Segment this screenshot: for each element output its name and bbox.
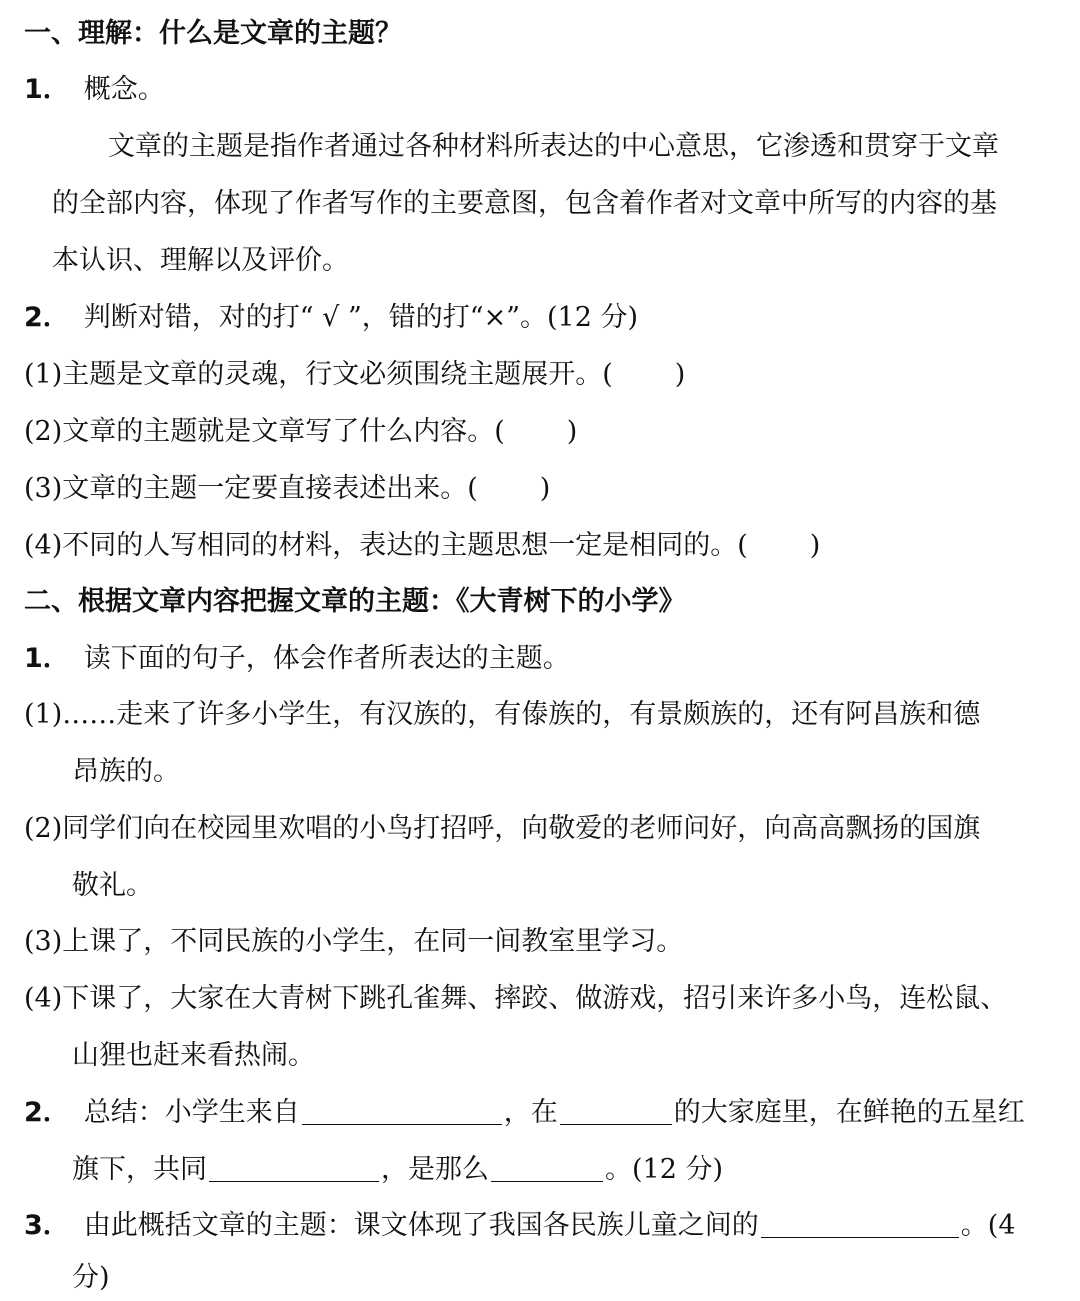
fill-blank-origin[interactable] (302, 1096, 502, 1125)
summary-text: ，在 (503, 1097, 558, 1128)
s2-item1-number: 1． (24, 643, 70, 674)
summary-text: 的大家庭里，在鲜艳的五星红 (673, 1097, 1025, 1128)
fill-blank-activity[interactable] (209, 1153, 379, 1182)
statement-text: (2)文章的主题就是文章写了什么内容。( (24, 416, 505, 447)
judgment-statement (24, 355, 1080, 395)
judgment-statement (24, 412, 1080, 452)
close-paren: ) (809, 530, 821, 561)
s2-item3-line2: 分) (72, 1262, 110, 1293)
s1-item2 (24, 298, 1080, 338)
close-paren: ) (539, 473, 551, 504)
judgment-statement (24, 526, 1080, 566)
fill-blank-feeling[interactable] (491, 1153, 603, 1182)
sentence-line: (3)上课了，不同民族的小学生，在同一间教室里学习。 (24, 926, 684, 957)
theme-text: 。(4 (960, 1210, 1016, 1241)
s2-item1-instruction: 读下面的句子，体会作者所表达的主题。 (83, 643, 570, 674)
s1-item2-instruction: 判断对错，对的打“ √ ”，错的打“×”。(12 分) (83, 302, 639, 333)
s2-item3-line1 (24, 1206, 1080, 1246)
fill-blank-family[interactable] (560, 1096, 672, 1125)
sentence-continuation: 山狸也赶来看热闹。 (72, 1040, 315, 1071)
summary-text: 旗下，共同 (72, 1154, 207, 1185)
s1-paragraph-line: 本认识、理解以及评价。 (52, 245, 349, 276)
s2-item2-line2 (72, 1150, 1080, 1190)
close-paren: ) (674, 359, 686, 390)
statement-text: (1)主题是文章的灵魂，行文必须围绕主题展开。( (24, 359, 613, 390)
s1-item2-number: 2． (24, 302, 70, 333)
sentence-line: (1)……走来了许多小学生，有汉族的，有傣族的，有景颇族的，还有阿昌族和德 (24, 699, 981, 730)
summary-text: 总结：小学生来自 (83, 1097, 300, 1128)
s1-paragraph-line: 的全部内容，体现了作者写作的主要意图，包含着作者对文章中所写的内容的基 (52, 188, 997, 219)
s2-item1 (24, 639, 1080, 679)
s1-item1-label: 概念。 (83, 74, 165, 105)
statement-text: (3)文章的主题一定要直接表述出来。( (24, 473, 478, 504)
close-paren: ) (566, 416, 578, 447)
s2-item2-number: 2． (24, 1097, 70, 1128)
s1-item1 (24, 70, 1080, 110)
sentence-continuation: 昂族的。 (72, 756, 180, 787)
fill-blank-theme[interactable] (761, 1209, 959, 1238)
s2-item3-number: 3． (24, 1210, 70, 1241)
sentence-line: (2)同学们向在校园里欢唱的小鸟打招呼，向敬爱的老师问好，向高高飘扬的国旗 (24, 813, 981, 844)
statement-text: (4)不同的人写相同的材料，表达的主题思想一定是相同的。( (24, 530, 748, 561)
s1-paragraph-line: 文章的主题是指作者通过各种材料所表达的中心意思，它渗透和贯穿于文章 (108, 131, 999, 162)
theme-text: 由此概括文章的主题：课文体现了我国各民族儿童之间的 (83, 1210, 759, 1241)
sentence-line: (4)下课了，大家在大青树下跳孔雀舞、摔跤、做游戏，招引来许多小鸟，连松鼠、 (24, 983, 1008, 1014)
s1-item1-number: 1． (24, 74, 70, 105)
sentence-continuation: 敬礼。 (72, 870, 153, 901)
s2-item2-line1 (24, 1093, 1080, 1133)
summary-text: 。(12 分) (605, 1154, 724, 1185)
summary-text: ，是那么 (381, 1154, 489, 1185)
section2-heading: 二、根据文章内容把握文章的主题：《大青树下的小学》 (24, 586, 686, 617)
judgment-statement (24, 469, 1080, 509)
section1-heading: 一、理解：什么是文章的主题？ (24, 18, 402, 49)
